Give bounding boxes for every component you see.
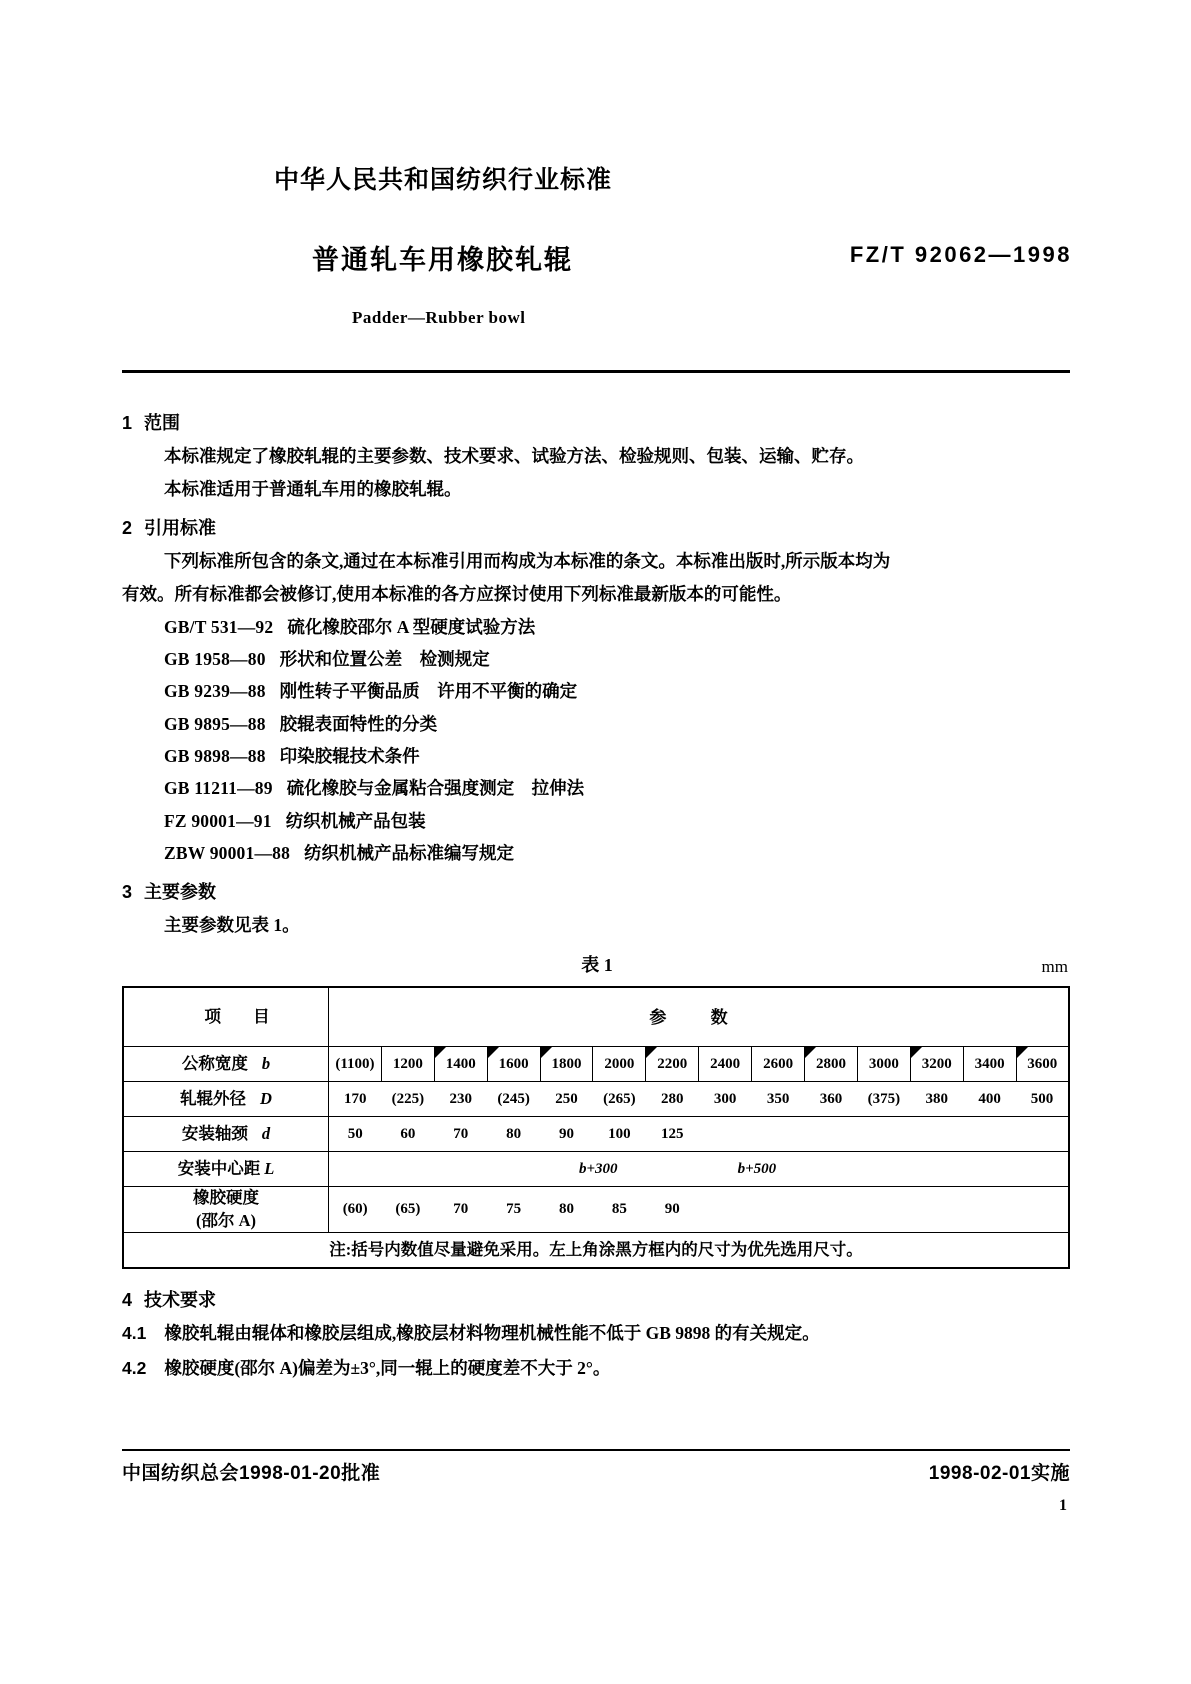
- reference-item: [122, 744, 1072, 769]
- row-symbol: d: [261, 1124, 271, 1144]
- section-3-paragraph-1: 主要参数见表 1。: [164, 914, 300, 935]
- reference-name: 刚性转子平衡品质 许用不平衡的确定: [279, 681, 578, 702]
- cell-width-13: 3600: [1016, 1047, 1069, 1082]
- cell-hardness-empty: [699, 1187, 1069, 1233]
- section-number-2: 2: [122, 517, 133, 538]
- section-title-3: 主要参数: [144, 881, 217, 902]
- section-title-2: 引用标准: [144, 517, 217, 538]
- table-row-hardness: [123, 1187, 1069, 1233]
- cell-diameter-2: 230: [434, 1082, 487, 1117]
- row-label-center-distance: [123, 1152, 329, 1187]
- cell-journal-2: 70: [434, 1117, 487, 1152]
- row-label-nominal-width: [123, 1047, 329, 1082]
- table-caption: 表 1: [581, 955, 613, 976]
- cell-width-9: 2800: [805, 1047, 858, 1082]
- row-symbol: b: [261, 1054, 271, 1074]
- cell-journal-4: 90: [540, 1117, 593, 1152]
- row-label-line-2: (邵尔 A): [195, 1210, 257, 1230]
- clause-text-4-2: 橡胶硬度(邵尔 A)偏差为±3°,同一辊上的硬度差不大于 2°。: [164, 1358, 611, 1379]
- footer-divider: [122, 1449, 1070, 1451]
- table-row-center-distance: [123, 1152, 1069, 1187]
- section-heading-1: [122, 414, 1072, 432]
- cell-diameter-1: (225): [381, 1082, 434, 1117]
- english-title: Padder—Rubber bowl: [352, 308, 526, 327]
- reference-name: 硫化橡胶邵尔 A 型硬度试验方法: [287, 616, 536, 637]
- section-heading-4: [122, 1291, 1072, 1309]
- document-body: [122, 398, 1072, 1392]
- reference-item: [122, 679, 1072, 704]
- cell-hardness-4: 80: [540, 1187, 593, 1233]
- cell-diameter-4: 250: [540, 1082, 593, 1117]
- reference-item: [122, 647, 1072, 672]
- cell-hardness-0: (60): [329, 1187, 382, 1233]
- reference-name: 硫化橡胶与金属粘合强度测定 拉伸法: [286, 778, 585, 799]
- table-row-journal: [123, 1117, 1069, 1152]
- reference-name: 印染胶辊技术条件: [279, 746, 420, 767]
- table-caption-row: [122, 956, 1072, 980]
- row-label-roller-diameter: [123, 1082, 329, 1117]
- reference-code: GB 11211—89: [164, 778, 273, 799]
- row-label-text: 轧辊外径: [180, 1089, 247, 1109]
- cell-width-11: 3200: [910, 1047, 963, 1082]
- reference-code: GB/T 531—92: [164, 616, 274, 637]
- clause-number-4-1: 4.1: [122, 1322, 147, 1343]
- section-1-paragraph-1: 本标准规定了橡胶轧辊的主要参数、技术要求、试验方法、检验规则、包装、运输、贮存。: [164, 446, 864, 466]
- reference-code: GB 9898—88: [164, 746, 266, 767]
- table-header-item: 项 目: [123, 987, 329, 1047]
- cell-diameter-9: 360: [805, 1082, 858, 1117]
- section-title-1: 范围: [144, 413, 181, 433]
- cell-width-2: 1400: [434, 1047, 487, 1082]
- row-label-line-1: 橡胶硬度: [193, 1188, 259, 1208]
- reference-name: 形状和位置公差 检测规定: [279, 648, 490, 669]
- reference-name: 胶辊表面特性的分类: [279, 713, 438, 734]
- reference-code: GB 9895—88: [164, 713, 266, 734]
- row-label-hardness: [123, 1187, 329, 1233]
- cell-hardness-1: (65): [381, 1187, 434, 1233]
- organization-title: 中华人民共和国纺织行业标准: [274, 166, 613, 194]
- clause-4-1: [122, 1321, 1072, 1346]
- document-number: FZ/T 92062—1998: [849, 242, 1072, 267]
- cell-center-value-1: b+300: [579, 1160, 618, 1177]
- cell-diameter-12: 400: [963, 1082, 1016, 1117]
- table-header-row: [123, 987, 1069, 1047]
- row-symbol: D: [260, 1089, 272, 1109]
- cell-journal-1: 60: [381, 1117, 434, 1152]
- cell-width-0: (1100): [329, 1047, 382, 1082]
- cell-width-3: 1600: [487, 1047, 540, 1082]
- reference-item: [122, 615, 1072, 640]
- cell-width-1: 1200: [381, 1047, 434, 1082]
- cell-width-7: 2400: [699, 1047, 752, 1082]
- cell-diameter-8: 350: [752, 1082, 805, 1117]
- center-distance-inner: [329, 1162, 1068, 1177]
- row-label-text: 安装中心距: [177, 1159, 261, 1179]
- reference-code: FZ 90001—91: [164, 810, 272, 831]
- section-heading-2: [122, 519, 1072, 537]
- cell-hardness-6: 90: [646, 1187, 699, 1233]
- section-1-paragraph-2: 本标准适用于普通轧车用的橡胶轧辊。: [164, 478, 462, 499]
- cell-hardness-5: 85: [593, 1187, 646, 1233]
- cell-hardness-3: 75: [487, 1187, 540, 1233]
- cell-diameter-0: 170: [329, 1082, 382, 1117]
- cell-diameter-7: 300: [699, 1082, 752, 1117]
- reference-name: 纺织机械产品包装: [285, 810, 426, 831]
- clause-text-4-1: 橡胶轧辊由辊体和橡胶层组成,橡胶层材料物理机械性能不低于 GB 9898 的有关规定。: [164, 1322, 820, 1343]
- section-2-paragraph-1: 下列标准所包含的条文,通过在本标准引用而构成为本标准的条文。本标准出版时,所示版本均为: [164, 550, 891, 571]
- reference-item: [122, 776, 1072, 801]
- reference-item: [122, 712, 1072, 737]
- reference-item: [122, 841, 1072, 866]
- table-note: 注:括号内数值尽量避免采用。左上角涂黑方框内的尺寸为优先选用尺寸。: [123, 1232, 1069, 1268]
- table-row-nominal-width: [123, 1047, 1069, 1082]
- cell-diameter-3: (245): [487, 1082, 540, 1117]
- footer-implementation: 1998-02-01实施: [928, 1463, 1070, 1484]
- section-number-3: 3: [122, 881, 133, 902]
- cell-diameter-6: 280: [646, 1082, 699, 1117]
- cell-journal-3: 80: [487, 1117, 540, 1152]
- footer-approval: 中国纺织总会1998-01-20批准: [122, 1463, 381, 1484]
- cell-diameter-13: 500: [1016, 1082, 1069, 1117]
- section-2-paragraph-2: 有效。所有标准都会被修订,使用本标准的各方应探讨使用下列标准最新版本的可能性。: [122, 583, 792, 604]
- cell-center-distance-values: [329, 1152, 1070, 1187]
- cell-center-value-2: b+500: [737, 1160, 777, 1177]
- row-symbol: L: [264, 1159, 275, 1179]
- section-title-4: 技术要求: [144, 1289, 217, 1310]
- clause-4-2: [122, 1356, 1072, 1381]
- page-number: 1: [1059, 1497, 1067, 1514]
- page-footer: [122, 1458, 1070, 1485]
- row-label-journal: [123, 1117, 329, 1152]
- cell-width-4: 1800: [540, 1047, 593, 1082]
- table-row-roller-diameter: [123, 1082, 1069, 1117]
- cell-journal-empty: [699, 1117, 1069, 1152]
- cell-journal-5: 100: [593, 1117, 646, 1152]
- cell-diameter-11: 380: [910, 1082, 963, 1117]
- parameters-table: [122, 986, 1070, 1269]
- cell-hardness-2: 70: [434, 1187, 487, 1233]
- table-row-note: [123, 1232, 1069, 1268]
- clause-number-4-2: 4.2: [122, 1358, 147, 1379]
- row-label-text: 公称宽度: [181, 1054, 248, 1074]
- cell-width-5: 2000: [593, 1047, 646, 1082]
- table-unit-label: mm: [1041, 957, 1068, 977]
- document-title: 普通轧车用橡胶轧辊: [312, 245, 573, 275]
- row-label-text: 安装轴颈: [181, 1124, 248, 1144]
- title-row: [122, 238, 1072, 280]
- table-header-param: 参 数: [329, 987, 1070, 1047]
- cell-width-12: 3400: [963, 1047, 1016, 1082]
- cell-journal-6: 125: [646, 1117, 699, 1152]
- cell-diameter-10: (375): [857, 1082, 910, 1117]
- masthead: [122, 160, 1072, 328]
- section-number-4: 4: [122, 1289, 133, 1310]
- cell-width-10: 3000: [857, 1047, 910, 1082]
- cell-journal-0: 50: [329, 1117, 382, 1152]
- reference-name: 纺织机械产品标准编写规定: [304, 843, 515, 864]
- reference-code: ZBW 90001—88: [164, 843, 291, 864]
- cell-width-6: 2200: [646, 1047, 699, 1082]
- section-heading-3: [122, 883, 1072, 901]
- header-divider: [122, 370, 1070, 373]
- cell-width-8: 2600: [752, 1047, 805, 1082]
- reference-item: [122, 809, 1072, 834]
- cell-diameter-5: (265): [593, 1082, 646, 1117]
- reference-code: GB 1958—80: [164, 648, 266, 669]
- section-number-1: 1: [122, 413, 133, 433]
- reference-code: GB 9239—88: [164, 681, 266, 702]
